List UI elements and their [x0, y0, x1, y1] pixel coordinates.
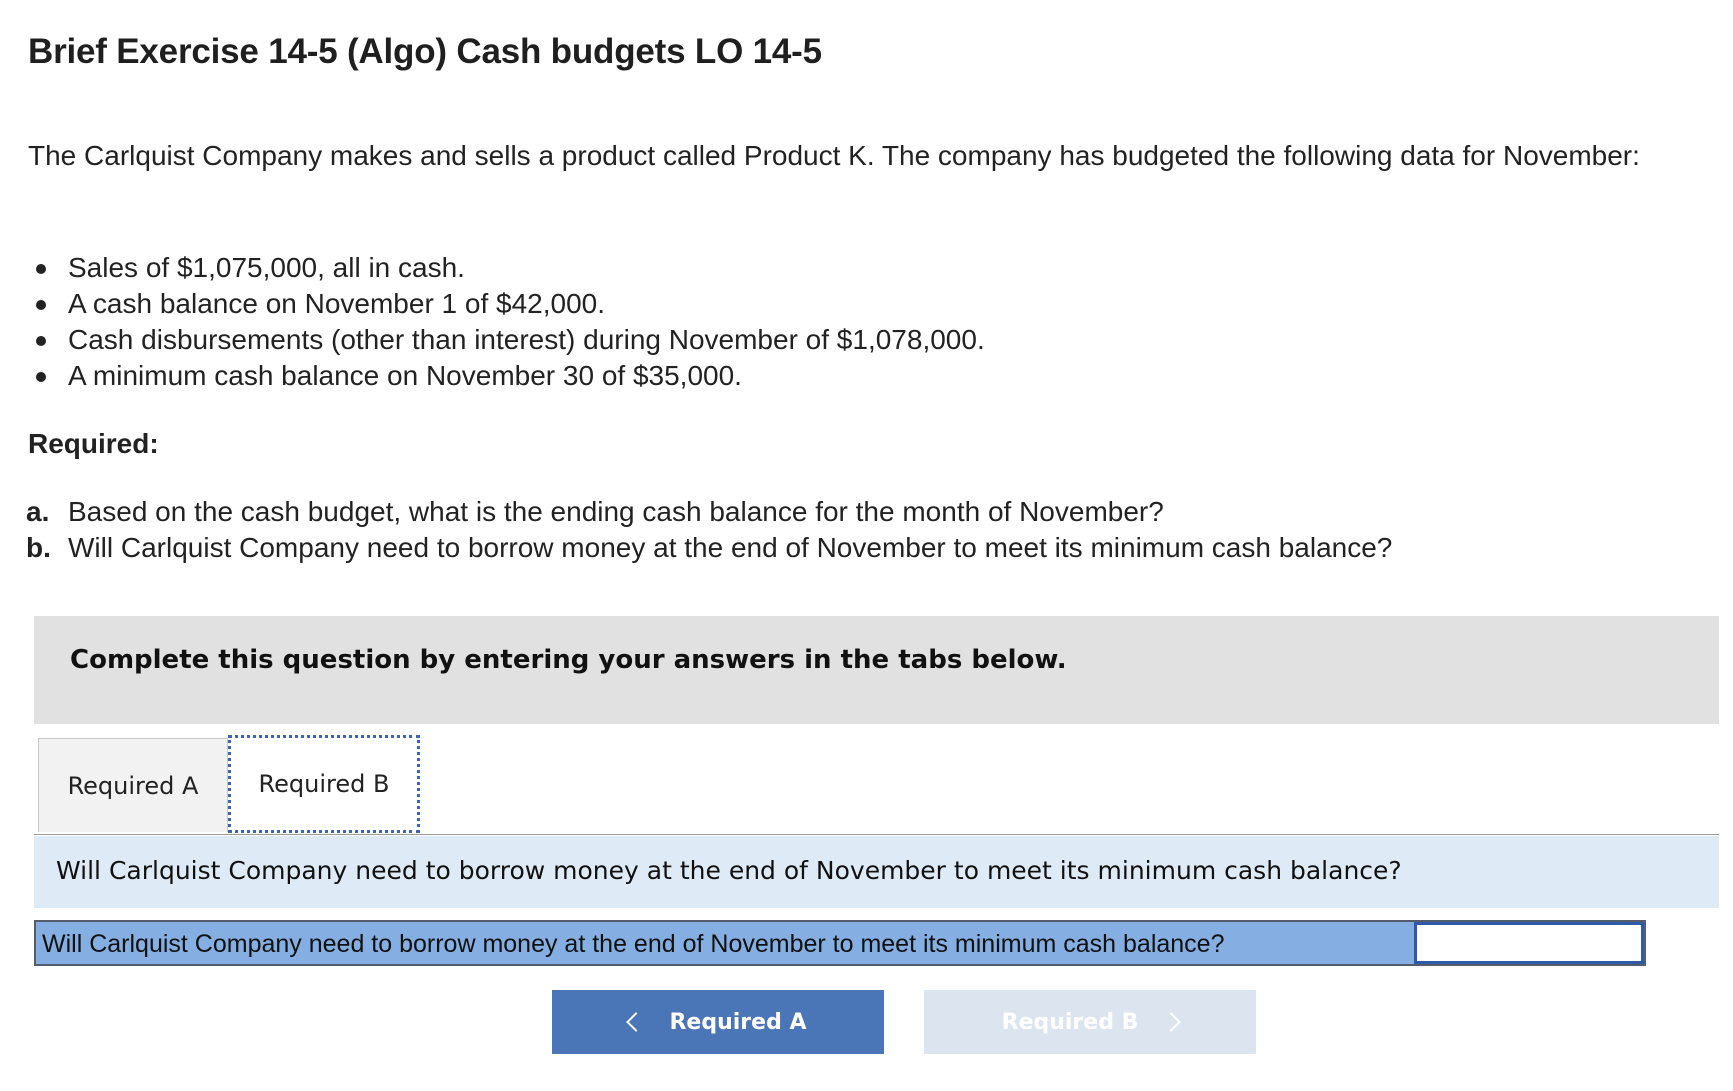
problem-intro: The Carlquist Company makes and sells a product called Product K. The company has budgeted the following data for November: [28, 140, 1640, 171]
requirements-list [26, 494, 1392, 566]
requirement-b [26, 530, 1392, 566]
requirement-text: Will Carlquist Company need to borrow money at the end of November to meet its minimum cash balance? [68, 532, 1393, 563]
prev-button-label: Required A [669, 1009, 807, 1035]
chevron-left-icon [627, 1012, 647, 1032]
tab-required-b[interactable]: Required B [228, 735, 420, 833]
next-button-label: Required B [1001, 1009, 1139, 1035]
requirement-text: Based on the cash budget, what is the ending cash balance for the month of November? [68, 496, 1164, 527]
question-text: Will Carlquist Company need to borrow money at the end of November to meet its minimum cash balance? [56, 856, 1402, 885]
prev-required-a-button[interactable] [552, 990, 884, 1054]
requirement-a [26, 494, 1392, 530]
requirement-letter: a. [26, 496, 50, 527]
tab-bar [38, 738, 1718, 834]
list-item-disbursements: Cash disbursements (other than interest) during November of $1,078,000. [28, 322, 985, 358]
tab-divider [34, 834, 1719, 835]
list-item-sales: Sales of $1,075,000, all in cash. [28, 250, 985, 286]
answer-row [34, 920, 1646, 966]
requirement-letter: b. [26, 532, 51, 563]
answer-row-label: Will Carlquist Company need to borrow money at the end of November to meet its minimum cash balance? [42, 930, 1225, 958]
page-title: Brief Exercise 14-5 (Algo) Cash budgets LO 14-5 [28, 32, 822, 71]
chevron-right-icon [1161, 1012, 1181, 1032]
tab-required-a[interactable]: Required A [38, 738, 228, 832]
instruction-text: Complete this question by entering your answers in the tabs below. [70, 645, 1067, 675]
question-banner [34, 836, 1719, 908]
instruction-box [34, 616, 1719, 724]
budget-data-list [28, 250, 985, 394]
list-item-minimum-cash: A minimum cash balance on November 30 of $35,000. [28, 358, 985, 394]
next-required-b-button[interactable] [924, 990, 1256, 1054]
list-item-opening-cash: A cash balance on November 1 of $42,000. [28, 286, 985, 322]
borrow-answer-input[interactable] [1414, 922, 1644, 964]
required-heading: Required: [28, 428, 159, 459]
